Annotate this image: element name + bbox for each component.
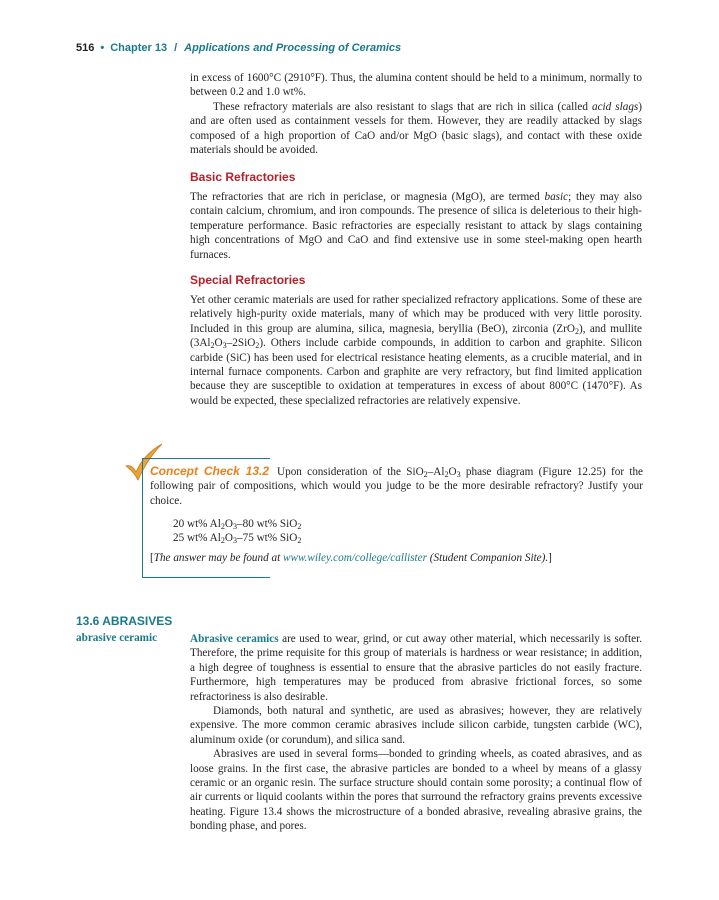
- key-term: Abrasive ceramics: [190, 633, 279, 645]
- emphasis: acid slags: [591, 100, 639, 113]
- paragraph: The refractories that are rich in periclase, or magnesia (MgO), are termed basic; they may also contain calcium, chromium, and iron compounds. The presence of silica is deleterious to their high-temperature performance. Basic refractories are especially resistant to attack by slags containing high concentrations of MgO and CaO and find extensive use in some steel-making open hearth furnaces.: [190, 191, 642, 261]
- composition-option-1: 20 wt% $Al_2O_3-80$ wt% SiO$_2$: [173, 518, 302, 532]
- companion-site-link[interactable]: www.wiley.com/college/callister: [283, 552, 427, 564]
- special-refractories-text: [190, 293, 642, 408]
- paragraph: Yet other ceramic materials are used for rather specialized refractory applications. Some of these are relatively high-purity oxide materials, many of which may be produced with very little porosity. Included in this group are alumina, silica, magnesia, beryllia (BeO), zirconia (ZrO$_2$), and mullite $(3Al_2O_3-2SiO_2)$. Others include carbide compounds, in addition to carbon and graphite. Silicon carbide (SiC) has been used for electrical resistance heating elements, as a crucible material, and in internal furnace components. Carbon and graphite are very refractory, but find limited application because they are susceptible to oxidation at temperatures in excess of about 800°C (1470°F). As would be expected, these specialized refractories are relatively expensive.: [190, 294, 642, 407]
- subheading-special-refractories: Special Refractories: [190, 273, 306, 287]
- header-separator: •: [100, 42, 105, 54]
- concept-check-side-rule: [142, 458, 143, 578]
- concept-check-answer-note: [The answer may be found at www.wiley.com/college/callister (Student Companion Site).]: [150, 552, 552, 564]
- concept-check-bottom-rule: [142, 577, 270, 578]
- margin-glossary-term: abrasive ceramic: [76, 632, 158, 644]
- running-header: [76, 42, 676, 54]
- concept-check-question: Concept Check 13.2 Upon consideration of the $SiO_2-Al_2O_3$ phase diagram (Figure 12.25) for the following pair of compositions, which would you judge to be the more desirable refractory? Justify your choice.: [150, 464, 643, 507]
- header-slash: /: [174, 42, 178, 54]
- section-title: 13.6 ABRASIVES: [76, 614, 173, 628]
- paragraph: Diamonds, both natural and synthetic, are used as abrasives; however, they are relatively expensive. The more common ceramic abrasives include silicon carbide, tungsten carbide (WC), aluminum oxide (or corundum), and silica sand.: [190, 705, 642, 746]
- chapter-label: Chapter 13: [110, 42, 168, 54]
- intro-text: [190, 71, 642, 157]
- emphasis: basic: [544, 191, 569, 203]
- paragraph: Abrasives are used in several forms—bonded to grinding wheels, as coated abrasives, and as loose grains. In the first case, the abrasive particles are bonded to a wheel by means of a glassy ceramic or an organic resin. The surface structure should contain some porosity; a continual flow of air currents or liquid coolants within the pores that surround the refractory grains prevents excessive heating. Figure 13.4 shows the microstructure of a bonded abrasive, revealing abrasive grains, the bonding phase, and pores.: [190, 748, 642, 833]
- composition-option-2: 25 wt% $Al_2O_3-75$ wt% SiO$_2$: [173, 532, 302, 546]
- paragraph: These refractory materials are also resistant to slags that are rich in silica (called acid slags) and are often used as containment vessels for them. However, they are readily attacked by slags composed of a high proportion of CaO and/or MgO (basic slags), and contact with these oxide materials should be avoided.: [190, 100, 643, 157]
- concept-check-label: Concept Check 13.2: [150, 464, 270, 478]
- chapter-title: Applications and Processing of Ceramics: [184, 42, 402, 54]
- concept-check-top-rule: [142, 458, 270, 459]
- paragraph: Abrasive ceramics are used to wear, grind, or cut away other material, which necessarily is softer. Therefore, the prime requisite for this group of materials is hardness or wear resistance; in addition, a high degree of toughness is essential to ensure that the abrasive particles do not easily fracture. Furthermore, high temperatures may be produced from abrasive frictional forces, so some refractoriness is also desirable.: [190, 633, 642, 703]
- page-number: 516: [76, 42, 95, 54]
- paragraph: in excess of 1600°C (2910°F). Thus, the alumina content should be held to a minimum, normally to between 0.2 and 1.0 wt%.: [190, 72, 642, 99]
- basic-refractories-text: [190, 190, 642, 262]
- abrasives-text: [190, 632, 642, 834]
- subheading-basic-refractories: Basic Refractories: [190, 170, 296, 184]
